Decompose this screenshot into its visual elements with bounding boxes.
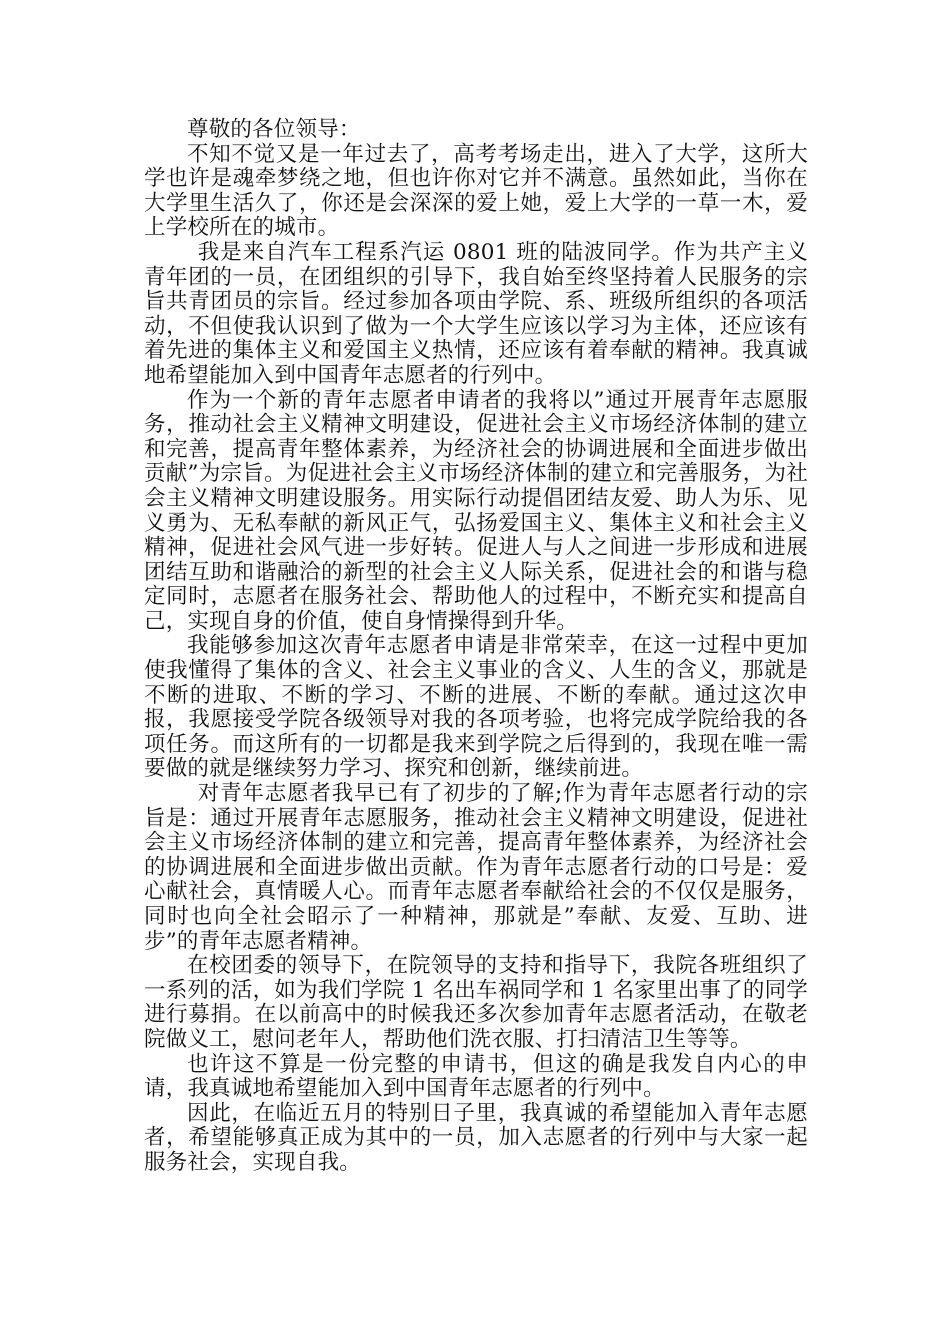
paragraph-conclusion: 因此，在临近五月的特别日子里，我真诚的希望能加入青年志愿者，希望能够真正成为其中的一员，加入志愿者的行列中与大家一起服务社会，实现自我。 [144, 1100, 808, 1175]
paragraph-self-introduction: 我是来自汽车工程系汽运 0801 班的陆波同学。作为共产主义青年团的一员，在团组织的引导下，我自始至终坚持着人民服务的宗旨共青团员的宗旨。经过参加各项由学院、系、班级所组织的各项活动，不但使我认识到了做为一个大学生应该以学习为主体，还应该有着先进的集体主义和爱国主义热情，还应该有着奉献的精神。我真诚地希望能加入到中国青年志愿者的行列中。 [144, 239, 808, 388]
paragraph-sincerity: 也许这不算是一份完整的申请书，但这的确是我发自内心的申请，我真诚地希望能加入到中国青年志愿者的行列中。 [144, 1051, 808, 1102]
paragraph-purpose: 作为一个新的青年志愿者申请者的我将以”通过开展青年志愿服务，推动社会主义精神文明建设，促进社会主义市场经济体制的建立和完善，提高青年整体素养，为经济社会的协调进展和全面进步做出贡献”为宗旨。为促进社会主义市场经济体制的建立和完善服务，为社会主义精神文明建设服务。用实际行动提倡团结友爱、助人为乐、见义勇为、无私奉献的新风正气，弘扬爱国主义、集体主义和社会主义精神，促进社会风气进一步好转。促进人与人之间进一步形成和进展团结互助和谐融洽的新型的社会主义人际关系，促进社会的和谐与稳定同时，志愿者在服务社会、帮助他人的过程中，不断充实和提高自己，实现自身的价值，使自身情操得到升华。 [144, 387, 808, 634]
letter-body [144, 118, 808, 1176]
paragraph-intro: 不知不觉又是一年过去了，高考考场走出，进入了大学，这所大学也许是魂牵梦绕之地，但也许你对它并不满意。虽然如此，当你在大学里生活久了，你还是会深深的爱上她，爱上大学的一草一木，爱上学校所在的城市。 [144, 141, 808, 241]
paragraph-understanding: 对青年志愿者我早已有了初步的了解;作为青年志愿者行动的宗旨是：通过开展青年志愿服务，推动社会主义精神文明建设，促进社会主义市场经济体制的建立和完善，提高青年整体素养，为经济社会的协调进展和全面进步做出贡献。作为青年志愿者行动的口号是：爱心献社会，真情暖人心。而青年志愿者奉献给社会的不仅仅是服务，同时也向全社会昭示了一种精神，那就是”奉献、友爱、互助、进步”的青年志愿者精神。 [144, 781, 808, 954]
paragraph-honor: 我能够参加这次青年志愿者申请是非常荣幸，在这一过程中更加使我懂得了集体的含义、社会主义事业的含义、人生的含义，那就是不断的进取、不断的学习、不断的进展、不断的奉献。通过这次申报，我愿接受学院各级领导对我的各项考验，也将完成学院给我的各项任务。而这所有的一切都是我来到学院之后得到的，我现在唯一需要做的就是继续努力学习、探究和创新，继续前进。 [144, 633, 808, 782]
paragraph-activities: 在校团委的领导下，在院领导的支持和指导下，我院各班组织了一系列的活，如为我们学院 1 名出车祸同学和 1 名家里出事了的同学进行募捐。在以前高中的时候我还多次参加青年志愿者活动，在敬老院做义工，慰问老年人，帮助他们洗衣服、打扫清洁卫生等等。 [144, 953, 808, 1052]
salutation: 尊敬的各位领导： [187, 117, 361, 142]
